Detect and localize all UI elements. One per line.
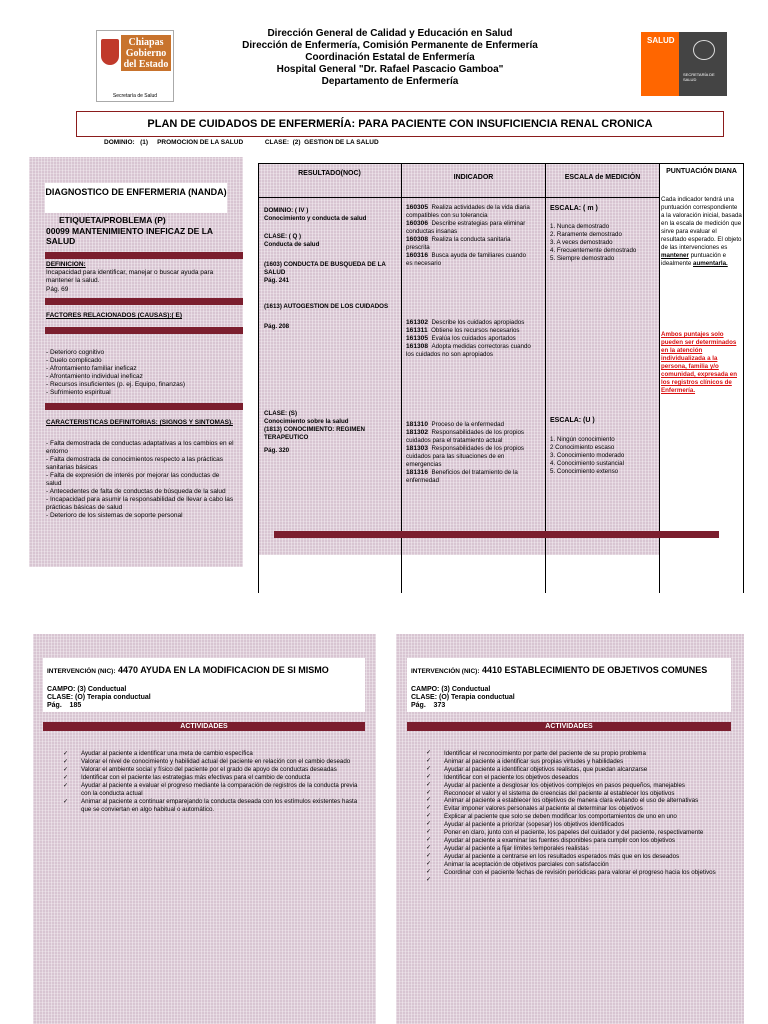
noc-resultado-1613-pag: Pág. 208 bbox=[264, 323, 290, 330]
divider-bar bbox=[274, 531, 719, 538]
actividad-item: ✓ Animar al paciente a continuar emparejando la conducta deseada con los estímulos existentes hasta que se conviertan en algo habitual o automático. bbox=[61, 798, 361, 814]
indicador-item: 160305 Realiza actividades de la vida diaria compatibles con su tolerancia bbox=[406, 204, 530, 219]
header-line-3: Coordinación Estatal de Enfermería bbox=[305, 52, 475, 63]
chiapas-logo bbox=[96, 30, 174, 102]
caracteristica-item: - Falta demostrada de conductas adaptativas a los cambios en el entorno bbox=[46, 440, 234, 455]
noc-clase-q-desc: Conducta de salud bbox=[264, 241, 320, 248]
caracteristicas-list bbox=[46, 440, 236, 520]
divider-bar bbox=[45, 298, 243, 305]
indicador-item: 160316 Busca ayuda de familiares cuando es necesario bbox=[406, 252, 527, 267]
actividad-item: ✓ Ayudar al paciente a fijar límites temporales realistas bbox=[424, 845, 732, 853]
actividad-item: ✓ Ayudar al paciente a priorizar (sopesar) los objetivos identificados bbox=[424, 821, 732, 829]
puntuacion-text bbox=[661, 196, 742, 268]
table-col-line bbox=[545, 163, 546, 593]
table-border-top bbox=[258, 163, 744, 164]
plan-title: PLAN DE CUIDADOS DE ENFERMERÍA: PARA PACIENTE CON INSUFICIENCIA RENAL CRONICA bbox=[76, 111, 724, 137]
indicador-item: 181302 Responsabilidades de los propios cuidados para el tratamiento actual bbox=[406, 429, 524, 444]
indicador-item: 181316 Beneficios del tratamiento de la enfermedad bbox=[406, 469, 518, 484]
indicador-item: 161305 Evalúa los cuidados aportados bbox=[406, 335, 516, 342]
escala-item: 1. Nunca demostrado bbox=[550, 223, 610, 230]
indicador-item: 181310 Proceso de la enfermedad bbox=[406, 421, 505, 428]
definicion-label: DEFINICION: bbox=[46, 261, 86, 268]
etiqueta-label: ETIQUETA/PROBLEMA (P) bbox=[59, 215, 166, 225]
nic-left-clase: CLASE: (O) Terapia conductual bbox=[47, 694, 151, 701]
indicadores-group-a bbox=[406, 204, 534, 268]
header-resultado: RESULTADO(NOC) bbox=[298, 170, 361, 177]
noc-resultado-1603: (1603) CONDUCTA DE BUSQUEDA DE LA SALUD bbox=[264, 261, 386, 276]
escala-item: 3. A veces demostrado bbox=[550, 239, 613, 246]
header-line-4: Hospital General "Dr. Rafael Pascacio Gamboa" bbox=[276, 64, 504, 75]
definicion-text: Incapacidad para identificar, manejar o buscar ayuda para mantener la salud. bbox=[46, 269, 214, 284]
actividad-item: ✓ Ayudar al paciente a identificar objetivos realistas, que puedan alcanzarse bbox=[424, 766, 732, 774]
indicador-item: 161308 Adopta medidas correctoras cuando los cuidados no son apropiados bbox=[406, 343, 531, 358]
actividad-item: ✓ Valorar el ambiente social y físico del paciente por el grado de apoyo de conductas deseadas bbox=[61, 766, 361, 774]
factor-item: - Afrontamiento familiar ineficaz bbox=[46, 365, 137, 372]
problema-text: 00099 MANTENIMIENTO INEFICAZ DE LA SALUD bbox=[46, 226, 213, 246]
actividad-item: ✓ Animar la aceptación de objetivos parciales con satisfacción bbox=[424, 861, 732, 869]
diagnostico-title bbox=[45, 183, 227, 213]
caracteristicas-label: CARACTERISTICAS DEFINITORIAS: (SIGNOS Y SINTOMAS). bbox=[46, 419, 233, 426]
noc-clase-s: CLASE: (S) bbox=[264, 410, 297, 417]
noc-panel bbox=[258, 163, 744, 555]
divider-bar bbox=[45, 252, 243, 259]
nic-right-title: 4410 ESTABLECIMIENTO DE OBJETIVOS COMUNES bbox=[482, 665, 708, 675]
puntuacion-text-b: puntuación e idealmente bbox=[661, 252, 727, 267]
actividad-item: ✓ Ayudar al paciente a desglosar los objetivos complejos en pasos pequeños, manejables bbox=[424, 782, 732, 790]
puntuacion-mantener: mantener bbox=[661, 252, 689, 259]
caracteristica-item: - Antecedentes de falta de conductas de búsqueda de la salud bbox=[46, 488, 226, 495]
escala-item: 2 Conocimiento escaso bbox=[550, 444, 615, 451]
actividad-item: ✓ Explicar al paciente que solo se deben modificar los comportamientos de uno en uno bbox=[424, 813, 732, 821]
actividad-item: ✓ Animar al paciente a identificar sus propias virtudes y habilidades bbox=[424, 758, 732, 766]
caracteristica-item: - Deterioro de los sistemas de soporte personal bbox=[46, 512, 183, 519]
escala-item: 3. Conocimiento moderado bbox=[550, 452, 625, 459]
nic-left-actividades-label: ACTIVIDADES bbox=[180, 723, 228, 730]
header-indicador: INDICADOR bbox=[453, 174, 494, 181]
nic-left-title: 4470 AYUDA EN LA MODIFICACION DE SI MISMO bbox=[118, 665, 329, 675]
indicador-item: 161302 Describe los cuidados apropiados bbox=[406, 319, 525, 326]
actividad-item: ✓ Poner en claro, junto con el paciente, los papeles del cuidador y del paciente, respectivamente bbox=[424, 829, 732, 837]
noc-dominio: DOMINIO: ( IV ) bbox=[264, 207, 309, 214]
indicador-item: 161311 Obtiene los recursos necesarios bbox=[406, 327, 520, 334]
puntuacion-red-note: Ambos puntajes solo pueden ser determinados en la atención individualizada a la persona, familia y/o comunidad, expresada en los registros clínicos de Enfermería. bbox=[661, 331, 737, 394]
nic-right-actividades bbox=[424, 750, 732, 885]
actividad-item: ✓ Evitar imponer valores personales al paciente al determinar los objetivos bbox=[424, 805, 732, 813]
indicador-item: 160306 Describe estrategias para eliminar conductas insanas bbox=[406, 220, 526, 235]
nic-left-label: INTERVENCIÓN (NIC): 4470 AYUDA EN LA MODIFICACION DE SI MISMO bbox=[47, 665, 329, 675]
eagle-seal-icon bbox=[693, 40, 715, 60]
document-header bbox=[0, 22, 768, 102]
table-header-line bbox=[258, 197, 659, 198]
escala-item: 5. Conocimiento extenso bbox=[550, 468, 619, 475]
nic-left-campo: CAMPO: (3) Conductual bbox=[47, 686, 127, 693]
chiapas-logo-sub: Secretaría de Salud bbox=[112, 93, 158, 99]
actividad-item: ✓ Ayudar al paciente a centrarse en los resultados esperados más que en los deseados bbox=[424, 853, 732, 861]
factor-item: - Duelo complicado bbox=[46, 357, 102, 364]
nic-right-label: INTERVENCIÓN (NIC): 4410 ESTABLECIMIENTO DE OBJETIVOS COMUNES bbox=[411, 665, 708, 675]
nic-right-campo: CAMPO: (3) Conductual bbox=[411, 686, 491, 693]
escala-m-label: ESCALA: ( m ) bbox=[550, 205, 598, 212]
indicador-item: 160308 Realiza la conducta sanitaria prescrita bbox=[406, 236, 511, 251]
nic-left-actividades bbox=[61, 750, 361, 814]
escala-item: 2. Raramente demostrado bbox=[550, 231, 622, 238]
table-col-line bbox=[743, 163, 744, 593]
nic-right-pag: Pág. 373 bbox=[411, 702, 446, 709]
caracteristica-item: - Falta demostrada de conocimientos respecto a las prácticas sanitarias básicas bbox=[46, 456, 224, 471]
puntuacion-aumentarla: aumentarla. bbox=[693, 260, 728, 267]
diagnostico-panel bbox=[29, 157, 243, 567]
indicadores-group-c bbox=[406, 421, 534, 485]
actividad-item: ✓ Animar al paciente a establecer los objetivos de manera clara evitando el uso de alternativas bbox=[424, 797, 732, 805]
escala-item: 4. Conocimiento sustancial bbox=[550, 460, 624, 467]
header-escala: ESCALA de MEDICIÓN bbox=[564, 174, 641, 181]
actividad-item: ✓ Identificar el reconocimiento por parte del paciente de su propio problema bbox=[424, 750, 732, 758]
actividad-item bbox=[424, 877, 732, 885]
table-col-line bbox=[258, 163, 259, 593]
escala-u-list bbox=[550, 436, 658, 476]
caracteristica-item: - Falta de expresión de interés por mejorar las conductas de salud bbox=[46, 472, 220, 487]
factores-list bbox=[46, 349, 236, 397]
header-puntuacion: PUNTUACIÓN DIANA bbox=[666, 168, 737, 175]
noc-dominio-desc: Conocimiento y conducta de salud bbox=[264, 215, 367, 222]
table-col-line bbox=[401, 163, 402, 593]
noc-resultado-1603-pag: Pág. 241 bbox=[264, 277, 290, 284]
divider-bar bbox=[45, 403, 243, 410]
factor-item: - Recursos insuficientes (p. ej. Equipo, finanzas) bbox=[46, 381, 186, 388]
chiapas-shield-icon bbox=[101, 39, 119, 65]
actividad-item: ✓ Coordinar con el paciente fechas de revisión periódicas para valorar el progreso hacia los objetivos bbox=[424, 869, 732, 877]
header-line-5: Departamento de Enfermería bbox=[321, 76, 459, 87]
nic-panel-right bbox=[396, 634, 744, 1024]
escala-item: 5. Siempre demostrado bbox=[550, 255, 615, 262]
caracteristica-item: - Incapacidad para asumir la responsabilidad de llevar a cabo las prácticas básicas de salud bbox=[46, 496, 234, 511]
escala-item: 1. Ningún conocimiento bbox=[550, 436, 615, 443]
actividad-item: ✓ Valorar el nivel de conocimiento y habilidad actual del paciente en relación con el cambio deseado bbox=[61, 758, 361, 766]
noc-resultado-1813-pag: Pág. 320 bbox=[264, 447, 290, 454]
table-col-line bbox=[659, 163, 660, 593]
dominio-line: DOMINIO: (1) PROMOCION DE LA SALUD CLASE: (2) GESTION DE LA SALUD bbox=[104, 139, 379, 146]
salud-logo bbox=[641, 32, 727, 96]
puntuacion-text-a: Cada indicador tendrá una puntuación correspondiente a la valoración inicial, basada en la escala de medición que sirve para evaluar el resultado esperado. El objeto de las intervenciones es bbox=[661, 196, 742, 251]
noc-resultado-1613: (1613) AUTOGESTION DE LOS CUIDADOS bbox=[264, 303, 389, 310]
factor-item: - Deterioro cognitivo bbox=[46, 349, 105, 356]
escala-item: 4. Frecuentemente demostrado bbox=[550, 247, 637, 254]
nic-right-actividades-label: ACTIVIDADES bbox=[545, 723, 593, 730]
factores-label: FACTORES RELACIONADOS (CAUSAS):( E) bbox=[46, 312, 183, 319]
chiapas-logo-text: Chiapas Gobierno del Estado bbox=[121, 35, 171, 71]
noc-resultado-1813: (1813) CONOCIMIENTO: REGIMEN TERAPEUTICO bbox=[264, 426, 365, 441]
actividad-item: ✓ Ayudar al paciente a examinar las fuentes disponibles para cumplir con los objetivos bbox=[424, 837, 732, 845]
header-lines bbox=[180, 28, 600, 88]
escala-u-label: ESCALA: (U ) bbox=[550, 417, 595, 424]
factor-item: - Afrontamiento individual ineficaz bbox=[46, 373, 143, 380]
indicador-item: 181303 Responsabilidades de los propios cuidados para las situaciones de en emergencias bbox=[406, 445, 524, 468]
actividad-item: ✓ Ayudar al paciente a evaluar el progreso mediante la comparación de registros de la conducta previa con la conducta actual bbox=[61, 782, 361, 798]
header-line-1: Dirección General de Calidad y Educación en Salud bbox=[267, 28, 513, 39]
diagnostico-title-text: DIAGNOSTICO DE ENFERMERIA (NANDA) bbox=[45, 187, 227, 197]
header-line-2: Dirección de Enfermería, Comisión Permanente de Enfermería bbox=[242, 40, 538, 51]
actividad-item: ✓ Ayudar al paciente a identificar una meta de cambio específica bbox=[61, 750, 361, 758]
salud-logo-text: SALUD bbox=[647, 36, 675, 45]
nic-panel-left bbox=[33, 634, 376, 1024]
nic-left-pag: Pág. 185 bbox=[47, 702, 82, 709]
factor-item: - Sufrimiento espiritual bbox=[46, 389, 111, 396]
indicadores-group-b bbox=[406, 319, 534, 359]
noc-clase-s-desc: Conocimiento sobre la salud bbox=[264, 418, 349, 425]
actividad-item: ✓ Identificar con el paciente las estrategias más efectivas para el cambio de conducta bbox=[61, 774, 361, 782]
divider-bar bbox=[45, 327, 243, 334]
actividad-item: ✓ Reconocer el valor y el sistema de creencias del paciente al establecer los objetivos bbox=[424, 790, 732, 798]
salud-logo-sub: SECRETARÍA DE SALUD bbox=[683, 72, 715, 82]
noc-clase-q: CLASE: ( Q ) bbox=[264, 233, 302, 240]
definicion-pag: Pág. 69 bbox=[46, 286, 69, 293]
actividad-item: ✓ Identificar con el paciente los objetivos deseados bbox=[424, 774, 732, 782]
escala-m-list bbox=[550, 223, 658, 263]
nic-right-clase: CLASE: (O) Terapia conductual bbox=[411, 694, 515, 701]
salud-logo-panel bbox=[679, 32, 727, 96]
